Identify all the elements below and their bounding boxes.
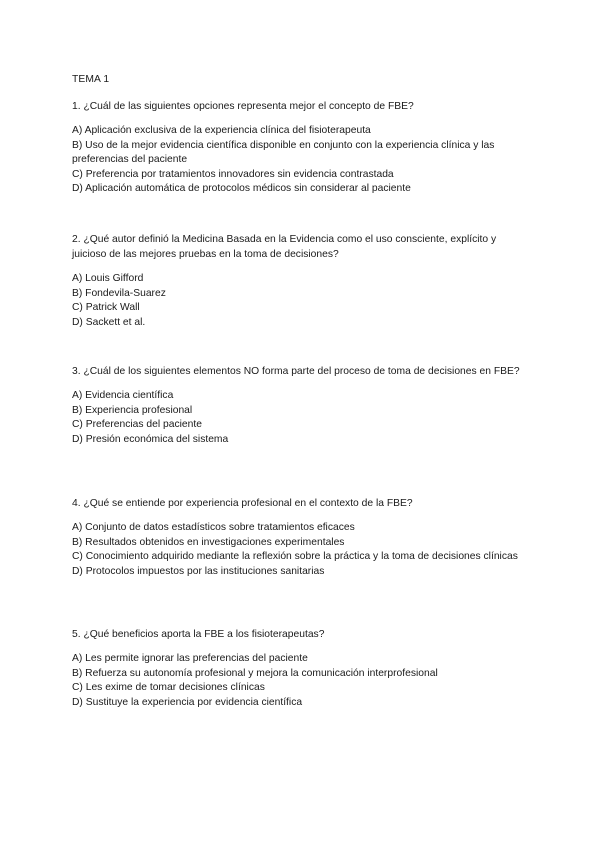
question-text: 5. ¿Qué beneficios aporta la FBE a los fisioterapeutas? bbox=[72, 629, 325, 640]
option-c: C) Preferencia por tratamientos innovadores sin evidencia contrastada bbox=[72, 168, 394, 180]
option-c: C) Preferencias del paciente bbox=[72, 419, 202, 431]
option-d: D) Protocolos impuestos por las instituciones sanitarias bbox=[72, 565, 325, 577]
question-block bbox=[72, 232, 532, 330]
question-block bbox=[72, 364, 532, 447]
option-d: D) Sackett et al. bbox=[72, 316, 146, 328]
option-d: D) Presión económica del sistema bbox=[72, 433, 229, 445]
question-text: 1. ¿Cuál de las siguientes opciones representa mejor el concepto de FBE? bbox=[72, 101, 414, 112]
option-b: B) Fondevila-Suarez bbox=[72, 287, 166, 299]
option-c: C) Conocimiento adquirido mediante la reflexión sobre la práctica y la toma de decisiones clínicas bbox=[72, 551, 518, 563]
option-d: D) Sustituye la experiencia por evidencia científica bbox=[72, 696, 303, 708]
option-a: A) Louis Gifford bbox=[72, 273, 144, 284]
option-d: D) Aplicación automática de protocolos médicos sin considerar al paciente bbox=[72, 183, 411, 195]
option-a: A) Aplicación exclusiva de la experiencia clínica del fisioterapeuta bbox=[72, 125, 371, 136]
option-b: B) Refuerza su autonomía profesional y mejora la comunicación interprofesional bbox=[72, 667, 438, 679]
option-a: A) Evidencia científica bbox=[72, 390, 174, 401]
page-title: TEMA 1 bbox=[72, 74, 110, 85]
option-a: A) Les permite ignorar las preferencias del paciente bbox=[72, 653, 308, 664]
question-text: 2. ¿Qué autor definió la Medicina Basada en la Evidencia como el uso consciente, explícito y juicioso de las mejores pruebas en la toma de decisiones? bbox=[72, 234, 497, 260]
option-b: B) Uso de la mejor evidencia científica disponible en conjunto con la experiencia clínica y las preferencias del paciente bbox=[72, 139, 495, 166]
option-b: B) Resultados obtenidos en investigaciones experimentales bbox=[72, 536, 345, 548]
option-c: C) Les exime de tomar decisiones clínicas bbox=[72, 682, 265, 694]
question-block bbox=[72, 99, 532, 197]
option-a: A) Conjunto de datos estadísticos sobre tratamientos eficaces bbox=[72, 522, 355, 533]
question-block bbox=[72, 496, 532, 579]
question-text: 3. ¿Cuál de los siguientes elementos NO forma parte del proceso de toma de decisiones en FBE? bbox=[72, 366, 520, 377]
option-b: B) Experiencia profesional bbox=[72, 404, 193, 416]
question-block bbox=[72, 627, 532, 710]
question-text: 4. ¿Qué se entiende por experiencia profesional en el contexto de la FBE? bbox=[72, 498, 413, 509]
option-c: C) Patrick Wall bbox=[72, 302, 140, 314]
